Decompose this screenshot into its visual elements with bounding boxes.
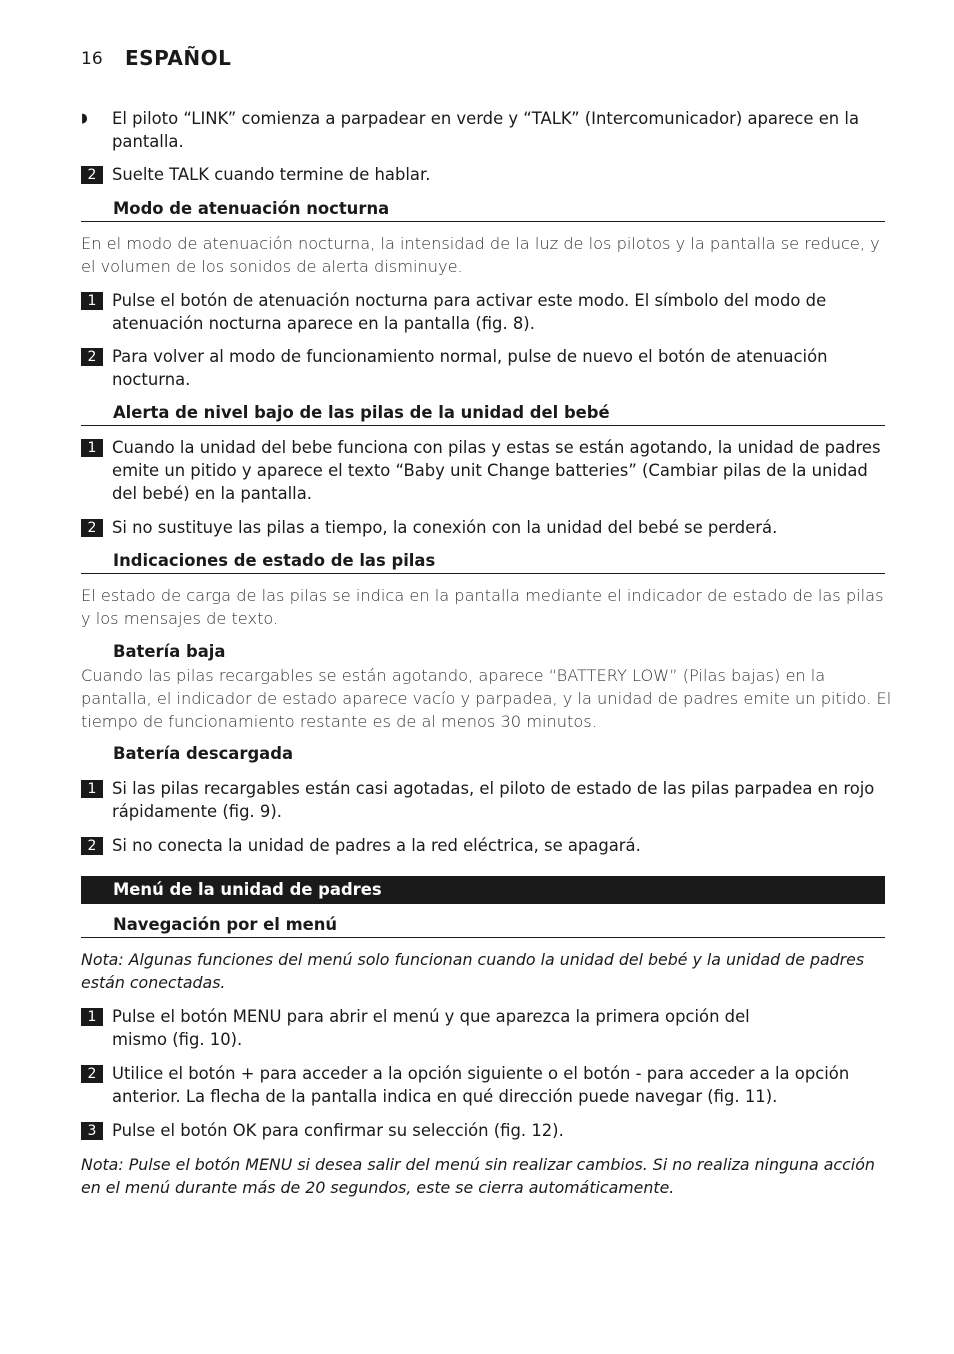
- bullet-icon: ◗: [81, 111, 88, 126]
- section-heading-menu-navigation: Navegación por el menú: [81, 914, 885, 938]
- page-number: 16: [81, 49, 103, 69]
- step-text: Si las pilas recargables están casi agotadas, el piloto de estado de las pilas parpadea en rojo rápidamente (fig. 9).: [112, 779, 875, 821]
- note-menu-exit: Nota: Pulse el botón MENU si desea salir del menú sin realizar cambios. Si no realiza ninguna acción en el menú durante más de 20 segundos, este se cierra automáticamente.: [81, 1155, 875, 1197]
- battery-status-description: El estado de carga de las pilas se indica en la pantalla mediante el indicador de estado de las pilas y los mensajes de texto.: [81, 586, 884, 628]
- low-battery-description: Cuando las pilas recargables se están agotando, aparece “BATTERY LOW” (Pilas bajas) en la pantalla, el indicador de estado aparece vacío y parpadea, y la unidad de padres emite un pitido. El tiempo de funcionamiento restante es de al menos 30 minutos.: [81, 666, 892, 731]
- note-menu-functions: Nota: Algunas funciones del menú solo funcionan cuando la unidad del bebé y la unidad de padres están conectadas.: [81, 950, 865, 992]
- step-text: Suelte TALK cuando termine de hablar.: [112, 165, 431, 184]
- bullet-text: El piloto “LINK” comienza a parpadear en verde y “TALK” (Intercomunicador) aparece en la pantalla.: [112, 109, 860, 151]
- subheading-low-battery: Batería baja: [113, 642, 226, 661]
- step-number: 2: [81, 348, 103, 366]
- subheading-empty-battery: Batería descargada: [113, 744, 294, 763]
- night-mode-description: En el modo de atenuación nocturna, la intensidad de la luz de los pilotos y la pantalla se reduce, y el volumen de los sonidos de alerta disminuye.: [81, 234, 880, 276]
- step-text: Pulse el botón OK para confirmar su selección (fig. 12).: [112, 1121, 564, 1140]
- step-number: 1: [81, 1008, 103, 1026]
- language-title: ESPAÑOL: [125, 46, 232, 70]
- step-text: Pulse el botón MENU para abrir el menú y que aparezca la primera opción del mismo (fig. 10).: [112, 1007, 750, 1049]
- section-heading-battery-status: Indicaciones de estado de las pilas: [81, 550, 885, 574]
- step-number: 1: [81, 780, 103, 798]
- section-heading-night-mode: Modo de atenuación nocturna: [81, 198, 885, 222]
- step-number: 2: [81, 519, 103, 537]
- step-text: Para volver al modo de funcionamiento normal, pulse de nuevo el botón de atenuación nocturna.: [112, 347, 828, 389]
- step-text: Pulse el botón de atenuación nocturna para activar este modo. El símbolo del modo de atenuación nocturna aparece en la pantalla (fig. 8).: [112, 291, 827, 333]
- step-number: 2: [81, 837, 103, 855]
- step-number: 2: [81, 1065, 103, 1083]
- step-number: 2: [81, 166, 103, 184]
- step-number: 1: [81, 292, 103, 310]
- step-number: 3: [81, 1122, 103, 1140]
- step-number: 1: [81, 439, 103, 457]
- step-text: Utilice el botón + para acceder a la opción siguiente o el botón - para acceder a la opción anterior. La flecha de la pantalla indica en qué dirección puede navegar (fig. 11).: [112, 1064, 850, 1106]
- section-bar-parent-menu: Menú de la unidad de padres: [81, 876, 885, 904]
- step-text: Cuando la unidad del bebe funciona con pilas y estas se están agotando, la unidad de padres emite un pitido y aparece el texto “Baby unit Change batteries” (Cambiar pilas de la unidad del bebé) en la pantalla.: [112, 438, 881, 503]
- section-heading-low-battery-alert: Alerta de nivel bajo de las pilas de la unidad del bebé: [81, 402, 885, 426]
- step-text: Si no conecta la unidad de padres a la red eléctrica, se apagará.: [112, 836, 641, 855]
- step-text: Si no sustituye las pilas a tiempo, la conexión con la unidad del bebé se perderá.: [112, 518, 778, 537]
